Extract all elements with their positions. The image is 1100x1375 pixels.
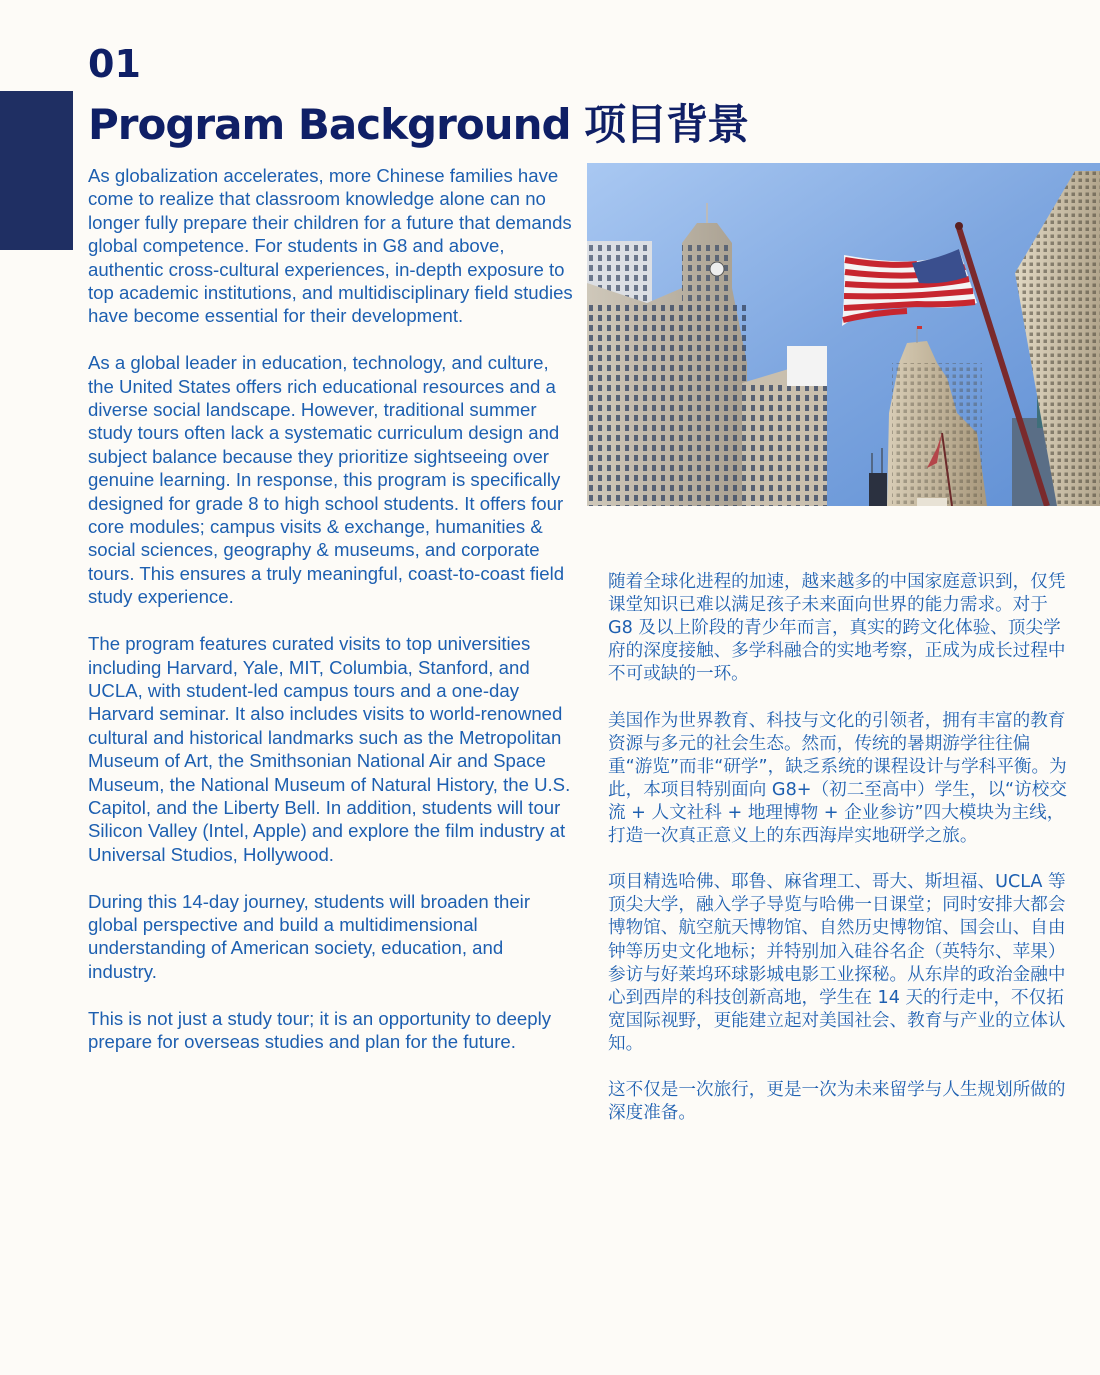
page-title: Program Background 项目背景 [88,100,749,149]
accent-block [0,91,73,250]
chinese-paragraph: 这不仅是一次旅行，更是一次为未来留学与人生规划所做的深度准备。 [608,1080,1066,1124]
english-paragraph: As globalization accelerates, more Chinese families have come to realize that classroom knowledge alone can no longer fully prepare their children for a future that demands global competence. For students in G8 and above, authentic cross-cultural experiences, in-depth exposure to top academic institutions, and multidisciplinary field studies have become essential for their development. [88,165,573,327]
english-paragraph: During this 14-day journey, students will broaden their global perspective and build a multidimensional understanding of American society, education, and industry. [88,890,531,982]
english-paragraph: As a global leader in education, technology, and culture, the United States offers rich educational resources and a diverse social landscape. However, traditional summer study tours often lack a systematic curriculum design and subject balance because they prioritize sightseeing over genuine learning. In response, this program is specifically designed for grade 8 to high school students. It offers four core modules; campus visits & exchange, humanities & social sciences, geography & museums, and corporate tours. This ensures a truly meaningful, coast-to-coast field study experience. [88,352,565,608]
english-paragraph: This is not just a study tour; it is an opportunity to deeply prepare for overseas studies and plan for the future. [88,1007,552,1052]
english-paragraph: The program features curated visits to top universities including Harvard, Yale, MIT, Columbia, Stanford, and UCLA, with student-led campus tours and a one-day Harvard seminar. It also includes visits to world-renowned cultural and historical landmarks such as the Metropolitan Museum of Art, the Smithsonian National Air and Space Museum, the National Museum of Natural History, the U.S. Capitol, and the Liberty Bell. In addition, students will tour Silicon Valley (Intel, Apple) and explore the film industry at Universal Studios, Hollywood. [88,633,571,865]
chinese-paragraph: 随着全球化进程的加速，越来越多的中国家庭意识到，仅凭课堂知识已难以满足孩子未来面向世界的能力需求。对于 G8 及以上阶段的青少年而言，真实的跨文化体验、顶尖学府的深度接触、多学科融合的实地考察，正成为成长过程中不可或缺的一环。 [608,572,1066,685]
chinese-paragraph: 美国作为世界教育、科技与文化的引领者，拥有丰富的教育资源与多元的社会生态。然而，传统的暑期游学往往偏重“游览”而非“研学”，缺乏系统的课程设计与学科平衡。为此，本项目特别面向 G8+（初二至高中）学生，以“访校交流 + 人文社科 + 地理博物 + 企业参访”四大模块为主线，打造一次真正意义上的东西海岸实地研学之旅。 [608,710,1067,847]
chinese-paragraph: 项目精选哈佛、耶鲁、麻省理工、哥大、斯坦福、UCLA 等顶尖大学，融入学子导览与哈佛一日课堂；同时安排大都会博物馆、航空航天博物馆、自然历史博物馆、国会山、自由钟等历史文化地标；并特别加入硅谷名企（英特尔、苹果）参访与好莱坞环球影城电影工业探秘。从东岸的政治金融中心到西岸的科技创新高地，学生在 14 天的行走中，不仅拓宽国际视野，更能建立起对美国社会、教育与产业的立体认知。 [608,872,1066,1054]
city-skyline-photo [587,163,1100,506]
city-skyline-with-american-flag-photo-icon [587,163,1100,506]
chinese-text-column [608,571,1068,1148]
english-text-column [88,164,573,1077]
section-number: 01 [88,42,141,86]
